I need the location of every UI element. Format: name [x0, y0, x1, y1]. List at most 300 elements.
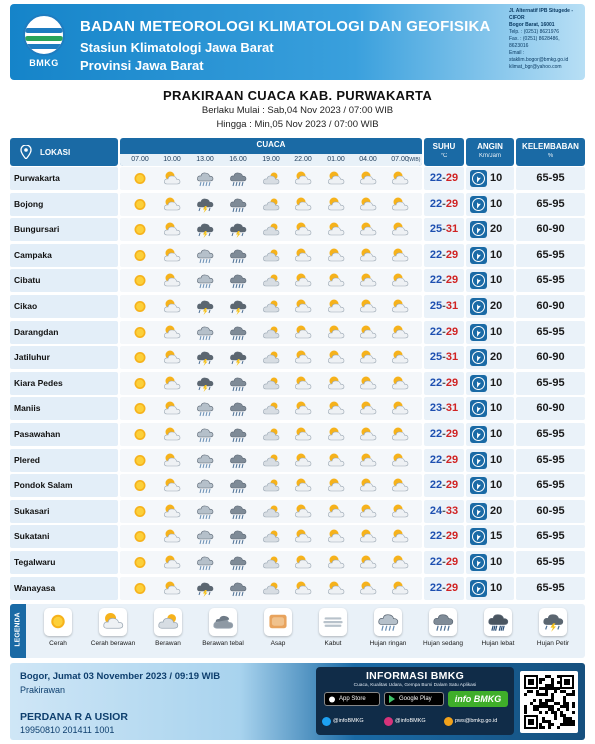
temp-max: 29 [445, 479, 459, 492]
header-temperature [424, 138, 464, 166]
info-subtitle: Cuaca, Kualitas Udara, Gempa Bumi Dalam Satu Aplikasi [353, 683, 477, 688]
legend-item [470, 608, 526, 656]
cerah-berawan-icon [391, 221, 409, 238]
hujan-ringan-icon [196, 528, 214, 545]
temp-max: 29 [445, 274, 459, 287]
asap-icon [267, 611, 289, 632]
wind-speed: 20 [490, 223, 503, 236]
cerah-icon [131, 221, 149, 238]
temp-max: 29 [445, 581, 459, 594]
cerah-berawan-icon [294, 580, 312, 597]
humidity-range: 60-90 [516, 397, 585, 420]
legend-item [30, 608, 86, 656]
legend-item [140, 608, 196, 656]
cerah-icon [131, 400, 149, 417]
wind-direction-icon [470, 452, 487, 469]
temperature-range: 22-29 [424, 321, 464, 344]
temperature-range: 22-29 [424, 167, 464, 190]
cerah-berawan-icon [294, 247, 312, 264]
berawan-icon [262, 503, 280, 520]
cerah-berawan-icon [327, 196, 345, 213]
hujan-petir-icon [196, 375, 214, 392]
hujan-sedang-icon [229, 400, 247, 417]
cerah-berawan-icon [359, 298, 377, 315]
cerah-berawan-icon [327, 580, 345, 597]
forecast-title: PRAKIRAAN CUACA KAB. PURWAKARTA [162, 88, 433, 103]
time-label: 16.00 [229, 156, 247, 163]
wind-direction-icon [470, 375, 487, 392]
time-suffix: (WIB) [407, 157, 421, 163]
header-temp-label: SUHU [432, 142, 456, 151]
temp-min: 25 [429, 300, 443, 312]
berawan-icon [262, 349, 280, 366]
wind-direction-icon [470, 247, 487, 264]
cerah-berawan-icon [294, 170, 312, 187]
cerah-icon [131, 247, 149, 264]
header-banner [10, 4, 585, 80]
issued-date: Bogor, Jumat 03 November 2023 / 09:19 WIB [20, 671, 221, 682]
hujan-ringan-icon [196, 324, 214, 341]
cerah-icon [131, 452, 149, 469]
wind-direction-icon [470, 324, 487, 341]
table-row [10, 346, 585, 369]
wind-cell [466, 397, 514, 420]
cerah-berawan-icon [163, 477, 181, 494]
cerah-berawan-icon [359, 247, 377, 264]
cerah-berawan-icon [294, 298, 312, 315]
cerah-icon [131, 196, 149, 213]
cerah-berawan-icon [163, 247, 181, 264]
google-play-badge[interactable] [384, 692, 444, 706]
header-humidity-label: KELEMBABAN [522, 142, 579, 151]
location-name: Sukatani [10, 525, 118, 548]
cerah-berawan-icon [391, 170, 409, 187]
instagram-link[interactable] [384, 715, 426, 727]
cerah-berawan-icon [391, 272, 409, 289]
legend-item-label: Hujan ringan [369, 640, 407, 647]
time-label: 07.00 [391, 156, 409, 163]
weather-icons [120, 218, 422, 241]
location-name: Campaka [10, 244, 118, 267]
wind-direction-icon [470, 426, 487, 443]
table-row [10, 295, 585, 318]
email-link[interactable] [444, 715, 497, 727]
cerah-berawan-icon [294, 503, 312, 520]
wind-direction-icon [470, 196, 487, 213]
address-line: Jl. Alternatif IPB Situgede - CIFOR [509, 8, 573, 21]
email-icon [444, 717, 453, 726]
cerah-berawan-icon [294, 528, 312, 545]
instagram-icon [384, 717, 393, 726]
hujan-petir-icon [196, 580, 214, 597]
temperature-range: 22-29 [424, 269, 464, 292]
cerah-berawan-icon [163, 349, 181, 366]
cerah-berawan-icon [294, 324, 312, 341]
cerah-berawan-icon [359, 528, 377, 545]
hujan-sedang-icon [432, 611, 454, 632]
footer [10, 663, 585, 740]
hujan-sedang-icon [229, 375, 247, 392]
cerah-berawan-icon [294, 477, 312, 494]
wind-speed: 10 [490, 581, 503, 594]
berawan-icon [262, 272, 280, 289]
wind-speed: 10 [490, 248, 503, 261]
temp-min: 22 [429, 453, 443, 466]
wind-cell [466, 346, 514, 369]
cerah-berawan-icon [163, 170, 181, 187]
wind-direction-icon [470, 528, 487, 545]
weather-icons [120, 372, 422, 395]
hujan-sedang-icon [229, 554, 247, 571]
wind-cell [466, 295, 514, 318]
table-row [10, 167, 585, 190]
wind-cell [466, 449, 514, 472]
temp-max: 29 [445, 197, 459, 210]
wind-cell [466, 577, 514, 600]
temp-min: 22 [429, 530, 443, 543]
hujan-petir-icon [229, 221, 247, 238]
temp-min: 22 [429, 274, 443, 287]
temperature-range: 22-29 [424, 423, 464, 446]
temp-min: 22 [429, 479, 443, 492]
wind-direction-icon [470, 272, 487, 289]
wind-speed: 10 [490, 479, 503, 492]
hujan-sedang-icon [229, 580, 247, 597]
cerah-icon [131, 349, 149, 366]
berawan-icon [262, 452, 280, 469]
temp-min: 22 [429, 556, 443, 568]
table-row [10, 321, 585, 344]
berawan-icon [262, 426, 280, 443]
weather-icons [120, 551, 422, 574]
cerah-berawan-icon [327, 221, 345, 238]
header-location [10, 138, 118, 166]
cerah-berawan-icon [163, 221, 181, 238]
humidity-range: 65-95 [516, 423, 585, 446]
humidity-range: 65-95 [516, 244, 585, 267]
humidity-range: 65-95 [516, 449, 585, 472]
berawan-icon [262, 298, 280, 315]
legend-item [305, 608, 361, 656]
hujan-sedang-icon [229, 324, 247, 341]
forecaster-id: 19950810 201411 1001 [20, 725, 115, 735]
temp-min: 23 [429, 402, 443, 415]
hujan-ringan-icon [196, 170, 214, 187]
table-row [10, 525, 585, 548]
location-name: Jatiluhur [10, 346, 118, 369]
wind-direction-icon [470, 503, 487, 520]
time-label: 13.00 [196, 156, 214, 163]
hujan-ringan-icon [196, 247, 214, 264]
wind-cell [466, 193, 514, 216]
weather-icons [120, 269, 422, 292]
humidity-range: 60-90 [516, 218, 585, 241]
temp-max: 31 [445, 300, 459, 312]
temp-min: 22 [429, 197, 443, 210]
cerah-berawan-icon [163, 426, 181, 443]
header-humidity [516, 138, 585, 166]
hujan-sedang-icon [229, 477, 247, 494]
time-label: 19.00 [262, 156, 280, 163]
legend-item [250, 608, 306, 656]
hujan-petir-icon [196, 221, 214, 238]
temp-min: 22 [429, 172, 443, 184]
temperature-range: 22-29 [424, 193, 464, 216]
wind-speed: 10 [490, 172, 503, 184]
berawan-icon [262, 221, 280, 238]
temp-max: 29 [445, 325, 459, 338]
cerah-berawan-icon [391, 452, 409, 469]
table-row [10, 500, 585, 523]
weather-icons [120, 474, 422, 497]
cerah-berawan-icon [163, 554, 181, 571]
twitter-link[interactable] [322, 715, 364, 727]
cerah-berawan-icon [391, 298, 409, 315]
cerah-berawan-icon [294, 375, 312, 392]
cerah-berawan-icon [163, 503, 181, 520]
table-row [10, 423, 585, 446]
hujan-petir-icon [196, 196, 214, 213]
app-store-badge[interactable] [324, 692, 380, 706]
legend-item-label: Kabut [324, 640, 342, 647]
legend-item-label: Cerah berawan [90, 640, 136, 647]
wind-direction-icon [470, 580, 487, 597]
cerah-berawan-icon [327, 349, 345, 366]
table-row [10, 397, 585, 420]
wind-direction-icon [470, 477, 487, 494]
location-name: Bojong [10, 193, 118, 216]
humidity-range: 60-90 [516, 346, 585, 369]
hujan-sedang-icon [229, 426, 247, 443]
humidity-range: 65-95 [516, 269, 585, 292]
time-row [120, 154, 422, 166]
header-humidity-unit: % [547, 153, 554, 159]
cerah-berawan-icon [294, 554, 312, 571]
cerah-berawan-icon [327, 247, 345, 264]
cerah-berawan-icon [327, 452, 345, 469]
wind-speed: 20 [490, 351, 503, 364]
berawan-icon [262, 580, 280, 597]
legend-item-label: Berawan tebal [202, 640, 244, 647]
wind-cell [466, 525, 514, 548]
hujan-sedang-icon [229, 170, 247, 187]
hujan-ringan-icon [196, 554, 214, 571]
temperature-range: 22-29 [424, 449, 464, 472]
cerah-icon [131, 170, 149, 187]
cerah-berawan-icon [294, 400, 312, 417]
wind-direction-icon [470, 170, 487, 187]
legend [10, 604, 585, 658]
weather-icons [120, 423, 422, 446]
humidity-range: 60-95 [516, 500, 585, 523]
cerah-berawan-icon [391, 400, 409, 417]
forecaster-role: Prakirawan [20, 685, 66, 695]
berawan-icon [262, 170, 280, 187]
weather-icons [120, 167, 422, 190]
location-name: Wanayasa [10, 577, 118, 600]
temp-min: 25 [429, 223, 443, 236]
cerah-berawan-icon [391, 247, 409, 264]
cerah-berawan-icon [327, 324, 345, 341]
hujan-ringan-icon [196, 503, 214, 520]
legend-item [85, 608, 141, 656]
legend-item-label: Hujan Petir [536, 640, 570, 647]
temperature-range: 25-31 [424, 346, 464, 369]
cerah-berawan-icon [359, 196, 377, 213]
play-icon [388, 695, 396, 703]
wind-speed: 10 [490, 197, 503, 210]
info-bmkg-badge[interactable]: info BMKG [448, 691, 508, 707]
cerah-berawan-icon [327, 170, 345, 187]
kabut-icon [322, 611, 344, 632]
cerah-berawan-icon [163, 298, 181, 315]
cerah-berawan-icon [359, 221, 377, 238]
location-name: Pondok Salam [10, 474, 118, 497]
wind-direction-icon [470, 298, 487, 315]
humidity-range: 65-95 [516, 193, 585, 216]
temperature-range: 22-29 [424, 551, 464, 574]
table-row [10, 244, 585, 267]
valid-until: Hingga : Min,05 Nov 2023 / 07:00 WIB [216, 119, 379, 130]
wind-cell [466, 218, 514, 241]
wind-speed: 10 [490, 325, 503, 338]
info-bmkg-panel [316, 667, 514, 735]
temp-max: 29 [445, 453, 459, 466]
cerah-berawan-icon [359, 580, 377, 597]
hujan-sedang-icon [229, 247, 247, 264]
table-row [10, 372, 585, 395]
cerah-berawan-icon [359, 170, 377, 187]
weather-icons [120, 525, 422, 548]
time-label: 22.00 [294, 156, 312, 163]
cerah-berawan-icon [327, 554, 345, 571]
cerah-berawan-icon [163, 452, 181, 469]
humidity-range: 65-95 [516, 551, 585, 574]
humidity-range: 65-95 [516, 167, 585, 190]
legend-item-label: Asap [270, 640, 286, 647]
legend-label-bar [10, 604, 26, 658]
hujan-petir-icon [229, 298, 247, 315]
hujan-petir-icon [196, 298, 214, 315]
weather-icons [120, 295, 422, 318]
cerah-icon [131, 272, 149, 289]
table-row [10, 449, 585, 472]
cerah-berawan-icon [391, 477, 409, 494]
temp-max: 29 [445, 556, 459, 568]
cerah-icon [131, 503, 149, 520]
legend-item [360, 608, 416, 656]
weather-icons [120, 577, 422, 600]
wind-direction-icon [470, 554, 487, 571]
cerah-berawan-icon [359, 554, 377, 571]
legend-item [195, 608, 251, 656]
cerah-berawan-icon [391, 426, 409, 443]
legend-item-label: Berawan [155, 640, 181, 647]
legend-item [525, 608, 581, 656]
humidity-range: 65-95 [516, 474, 585, 497]
temperature-range: 22-29 [424, 577, 464, 600]
hujan-sedang-icon [229, 452, 247, 469]
cerah-berawan-icon [391, 580, 409, 597]
cerah-berawan-icon [391, 554, 409, 571]
temp-max: 29 [445, 248, 459, 261]
hujan-ringan-icon [196, 477, 214, 494]
station-name: Stasiun Klimatologi Jawa Barat [80, 40, 274, 55]
cerah-icon [131, 298, 149, 315]
wind-speed: 10 [490, 376, 503, 389]
table-row [10, 218, 585, 241]
wind-direction-icon [470, 221, 487, 238]
location-pin-icon [20, 145, 32, 159]
temp-min: 22 [429, 248, 443, 261]
cerah-berawan-icon [391, 503, 409, 520]
temperature-range: 22-29 [424, 244, 464, 267]
cerah-berawan-icon [163, 580, 181, 597]
address-line: Fax. : (0251) 8628486, 8623016 [509, 36, 560, 49]
wind-cell [466, 372, 514, 395]
temperature-range: 22-29 [424, 372, 464, 395]
google-play-label: Google Play [399, 696, 432, 702]
cerah-berawan-icon [294, 426, 312, 443]
time-label: 07.00 [131, 156, 149, 163]
table-row [10, 474, 585, 497]
table-row [10, 193, 585, 216]
humidity-range: 65-95 [516, 525, 585, 548]
header-location-label: LOKASI [40, 147, 71, 157]
logo-text: BMKG [29, 58, 59, 68]
legend-label: LEGENDA [14, 612, 22, 647]
cerah-berawan-icon [391, 196, 409, 213]
location-name: Tegalwaru [10, 551, 118, 574]
berawan-icon [262, 196, 280, 213]
cerah-berawan-icon [163, 400, 181, 417]
address-line: klimat_bgr@yahoo.com [509, 64, 562, 70]
address-line: Bogor Barat, 16001 [509, 22, 555, 28]
weather-icons [120, 193, 422, 216]
cerah-berawan-icon [327, 426, 345, 443]
hujan-sedang-icon [229, 272, 247, 289]
address-line: staklim.bogor@bmkg.go.id [509, 57, 569, 63]
temp-max: 29 [445, 172, 459, 184]
cerah-berawan-icon [359, 452, 377, 469]
info-title: INFORMASI BMKG [365, 670, 465, 682]
cerah-icon [131, 477, 149, 494]
twitter-icon [322, 717, 331, 726]
qr-code [520, 671, 578, 733]
header-weather [120, 138, 422, 166]
wind-speed: 10 [490, 428, 503, 440]
temp-min: 22 [429, 325, 443, 338]
weather-icons [120, 244, 422, 267]
cerah-icon [131, 580, 149, 597]
address-line: Email : [509, 50, 525, 56]
app-store-label: App Store [339, 696, 366, 702]
cerah-berawan-icon [359, 426, 377, 443]
hujan-ringan-icon [196, 426, 214, 443]
wind-cell [466, 500, 514, 523]
time-label: 04.00 [359, 156, 377, 163]
cerah-berawan-icon [359, 324, 377, 341]
twitter-handle: @infoBMKG [333, 718, 364, 724]
location-name: Purwakarta [10, 167, 118, 190]
time-label: 10.00 [163, 156, 181, 163]
wind-speed: 10 [490, 402, 503, 415]
cerah-berawan-icon [359, 375, 377, 392]
wind-speed: 10 [490, 274, 503, 287]
location-name: Sukasari [10, 500, 118, 523]
legend-item-label: Hujan sedang [422, 640, 464, 647]
table-row [10, 269, 585, 292]
